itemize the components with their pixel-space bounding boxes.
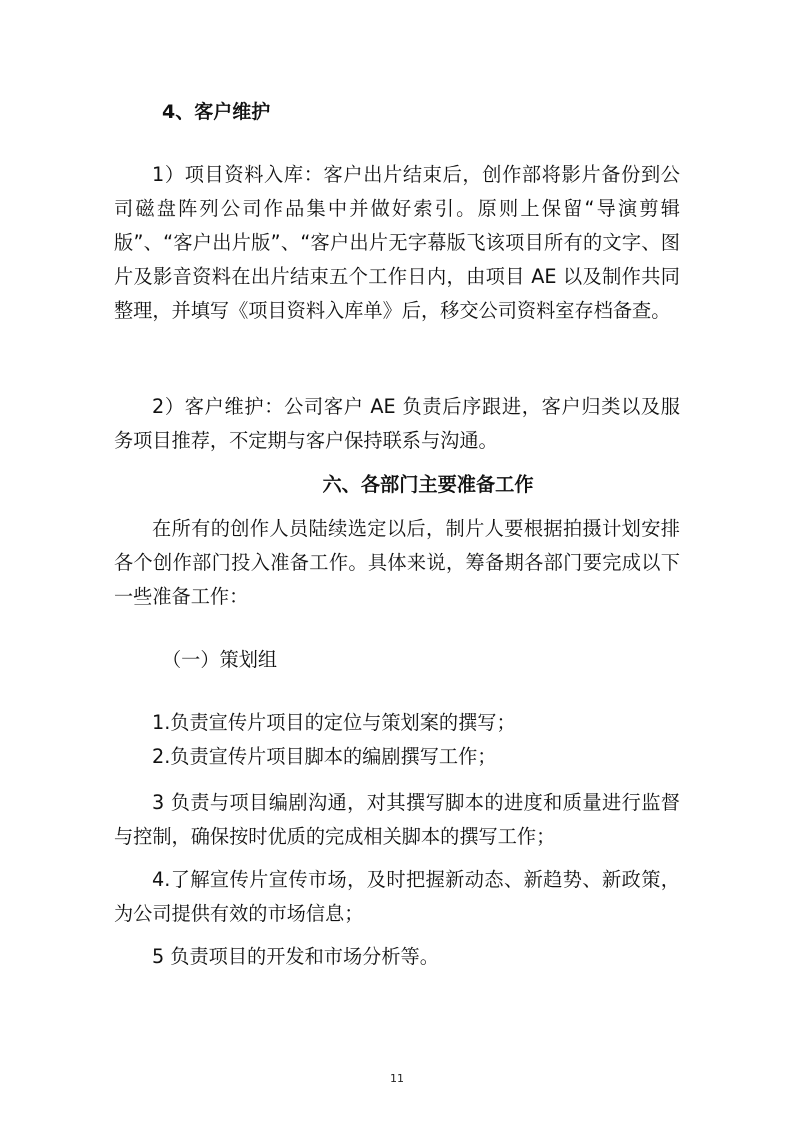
list-item-4: 4.了解宣传片宣传市场，及时把握新动态、新趋势、新政策，为公司提供有效的市场信息； [114,868,680,925]
list-item-3: 3 负责与项目编剧沟通，对其撰写脚本的进度和质量进行监督与控制，确保按时优质的完成相关脚本的撰写工作； [114,791,680,848]
section-title-preparation: 六、各部门主要准备工作 [322,473,534,496]
paragraph-project-archive: 1）项目资料入库：客户出片结束后，创作部将影片备份到公司磁盘阵列公司作品集中并做好索引。原则上保留“导演剪辑版”、“客户出片版”、“客户出片无字幕版飞该项目所有的文字、图片及影音资料在出片结束五个工作日内，由项目 AE 以及制作共同整理，并填写《项目资料入库单》后，移交公司资料室存档备查。 [114,163,680,322]
list-item-1: 1.负责宣传片项目的定位与策划案的撰写； [152,711,516,734]
page-number: 11 [390,1072,404,1085]
list-item-2: 2.负责宣传片项目脚本的编剧撰写工作； [152,745,497,768]
list-item-5: 5 负责项目的开发和市场分析等。 [152,945,439,968]
paragraph-preparation-intro: 在所有的创作人员陆续选定以后，制片人要根据拍摄计划安排各个创作部门投入准备工作。具体来说，筹备期各部门要完成以下一些准备工作： [114,517,680,608]
subheading-planning-group: （一）策划组 [162,648,278,671]
section-heading-customer-maintenance: 4、客户维护 [162,101,271,123]
paragraph-customer-maintenance: 2）客户维护：公司客户 AE 负责后序跟进，客户归类以及服务项目推荐，不定期与客户保持联系与沟通。 [114,395,680,452]
